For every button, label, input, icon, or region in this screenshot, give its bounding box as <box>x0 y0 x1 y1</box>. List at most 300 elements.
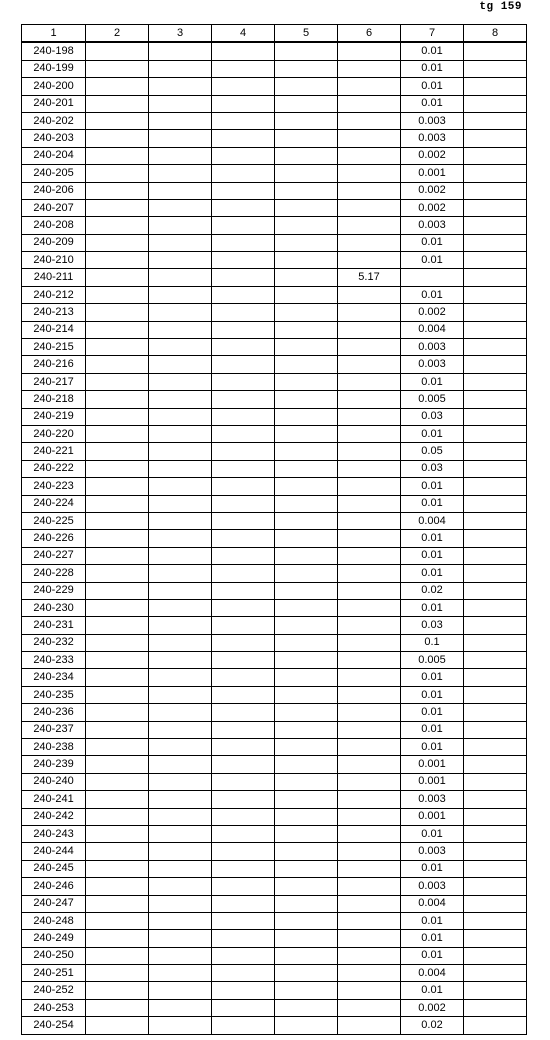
table-cell-col-2 <box>86 460 149 477</box>
table-cell-col-2 <box>86 912 149 929</box>
table-cell-col-3 <box>149 791 212 808</box>
table-cell-col-4 <box>212 947 275 964</box>
table-cell-col-4 <box>212 895 275 912</box>
table-cell-col-3 <box>149 999 212 1016</box>
table-cell-col-6 <box>338 42 401 60</box>
table-cell-col-2 <box>86 286 149 303</box>
table-cell-col-5 <box>275 669 338 686</box>
table-cell-col-2 <box>86 78 149 95</box>
table-cell-col-7: 0.05 <box>401 443 464 460</box>
table-cell-col-3 <box>149 42 212 60</box>
table-cell-col-7: 0.01 <box>401 739 464 756</box>
table-cell-col-8 <box>464 721 527 738</box>
table-cell-col-7: 0.01 <box>401 495 464 512</box>
table-cell-col-8 <box>464 843 527 860</box>
table-row <box>22 217 527 234</box>
table-cell-col-4 <box>212 199 275 216</box>
table-cell-col-7: 0.01 <box>401 252 464 269</box>
table-cell-col-4 <box>212 582 275 599</box>
table-cell-col-3 <box>149 773 212 790</box>
table-cell-col-4 <box>212 965 275 982</box>
table-cell-col-6 <box>338 791 401 808</box>
table-cell-col-1: 240-230 <box>22 599 86 616</box>
table-row <box>22 304 527 321</box>
table-cell-col-4 <box>212 739 275 756</box>
table-cell-col-3 <box>149 147 212 164</box>
table-cell-col-8 <box>464 773 527 790</box>
table-cell-col-8 <box>464 912 527 929</box>
table-cell-col-3 <box>149 460 212 477</box>
table-cell-col-6 <box>338 843 401 860</box>
table-row <box>22 112 527 129</box>
table-cell-col-2 <box>86 512 149 529</box>
table-cell-col-5 <box>275 217 338 234</box>
table-cell-col-4 <box>212 217 275 234</box>
table-cell-col-3 <box>149 652 212 669</box>
table-cell-col-2 <box>86 391 149 408</box>
table-cell-col-6 <box>338 721 401 738</box>
table-cell-col-3 <box>149 582 212 599</box>
table-cell-col-4 <box>212 791 275 808</box>
table-row <box>22 182 527 199</box>
table-cell-col-6 <box>338 530 401 547</box>
table-cell-col-6 <box>338 756 401 773</box>
table-cell-col-8 <box>464 130 527 147</box>
table-cell-col-8 <box>464 704 527 721</box>
table-cell-col-2 <box>86 878 149 895</box>
table-cell-col-4 <box>212 982 275 999</box>
table-cell-col-4 <box>212 234 275 251</box>
table-cell-col-2 <box>86 217 149 234</box>
table-cell-col-5 <box>275 895 338 912</box>
table-cell-col-2 <box>86 60 149 77</box>
column-header-3: 3 <box>149 25 212 43</box>
table-cell-col-3 <box>149 408 212 425</box>
table-cell-col-5 <box>275 147 338 164</box>
table-cell-col-1: 240-204 <box>22 147 86 164</box>
table-row <box>22 286 527 303</box>
table-row <box>22 269 527 286</box>
table-cell-col-5 <box>275 95 338 112</box>
table-cell-col-5 <box>275 982 338 999</box>
table-cell-col-1: 240-243 <box>22 825 86 842</box>
column-header-1: 1 <box>22 25 86 43</box>
table-cell-col-8 <box>464 78 527 95</box>
table-row <box>22 860 527 877</box>
table-cell-col-5 <box>275 373 338 390</box>
table-row <box>22 165 527 182</box>
table-row <box>22 495 527 512</box>
table-cell-col-7: 0.02 <box>401 582 464 599</box>
table-cell-col-5 <box>275 321 338 338</box>
table-cell-col-4 <box>212 373 275 390</box>
table-cell-col-4 <box>212 391 275 408</box>
table-cell-col-1: 240-208 <box>22 217 86 234</box>
table-cell-col-4 <box>212 339 275 356</box>
table-cell-col-7: 0.003 <box>401 112 464 129</box>
table-cell-col-4 <box>212 495 275 512</box>
table-cell-col-2 <box>86 304 149 321</box>
table-cell-col-7: 0.002 <box>401 999 464 1016</box>
table-row <box>22 547 527 564</box>
table-cell-col-4 <box>212 443 275 460</box>
column-header-8: 8 <box>464 25 527 43</box>
table-cell-col-6 <box>338 878 401 895</box>
table-cell-col-1: 240-236 <box>22 704 86 721</box>
table-cell-col-5 <box>275 130 338 147</box>
table-cell-col-7: 0.01 <box>401 565 464 582</box>
header-row <box>22 25 527 43</box>
table-cell-col-4 <box>212 478 275 495</box>
table-row <box>22 739 527 756</box>
table-cell-col-5 <box>275 495 338 512</box>
table-cell-col-7: 0.003 <box>401 217 464 234</box>
table-cell-col-4 <box>212 252 275 269</box>
table-cell-col-4 <box>212 512 275 529</box>
table-row <box>22 252 527 269</box>
table-cell-col-5 <box>275 704 338 721</box>
table-cell-col-2 <box>86 565 149 582</box>
table-cell-col-3 <box>149 339 212 356</box>
table-cell-col-2 <box>86 599 149 616</box>
table-row <box>22 634 527 651</box>
table-cell-col-7 <box>401 269 464 286</box>
table-cell-col-4 <box>212 652 275 669</box>
table-cell-col-2 <box>86 860 149 877</box>
table-cell-col-1: 240-228 <box>22 565 86 582</box>
table-cell-col-8 <box>464 634 527 651</box>
table-cell-col-8 <box>464 530 527 547</box>
table-cell-col-8 <box>464 599 527 616</box>
table-cell-col-3 <box>149 686 212 703</box>
table-cell-col-6 <box>338 147 401 164</box>
table-row <box>22 95 527 112</box>
table-cell-col-4 <box>212 95 275 112</box>
table-cell-col-3 <box>149 321 212 338</box>
table-cell-col-4 <box>212 704 275 721</box>
table-cell-col-1: 240-254 <box>22 1017 86 1034</box>
table-cell-col-6 <box>338 130 401 147</box>
table-cell-col-8 <box>464 252 527 269</box>
table-cell-col-5 <box>275 930 338 947</box>
table-cell-col-7: 0.01 <box>401 95 464 112</box>
table-cell-col-2 <box>86 530 149 547</box>
table-cell-col-2 <box>86 947 149 964</box>
table-cell-col-3 <box>149 356 212 373</box>
table-cell-col-8 <box>464 756 527 773</box>
table-cell-col-7: 0.002 <box>401 304 464 321</box>
table-cell-col-1: 240-221 <box>22 443 86 460</box>
table-cell-col-7: 0.03 <box>401 460 464 477</box>
table-cell-col-4 <box>212 78 275 95</box>
table-cell-col-6 <box>338 825 401 842</box>
table-cell-col-4 <box>212 634 275 651</box>
table-cell-col-6 <box>338 217 401 234</box>
table-cell-col-6 <box>338 982 401 999</box>
table-cell-col-2 <box>86 999 149 1016</box>
table-cell-col-3 <box>149 182 212 199</box>
table-cell-col-3 <box>149 965 212 982</box>
table-cell-col-7: 0.01 <box>401 547 464 564</box>
table-cell-col-7: 0.01 <box>401 599 464 616</box>
table-cell-col-2 <box>86 965 149 982</box>
table-row <box>22 756 527 773</box>
table-cell-col-7: 0.01 <box>401 930 464 947</box>
table-cell-col-8 <box>464 112 527 129</box>
table-cell-col-8 <box>464 582 527 599</box>
table-cell-col-2 <box>86 112 149 129</box>
table-cell-col-6 <box>338 478 401 495</box>
table-row <box>22 930 527 947</box>
table-cell-col-3 <box>149 269 212 286</box>
table-cell-col-5 <box>275 773 338 790</box>
table-cell-col-3 <box>149 982 212 999</box>
table-cell-col-1: 240-214 <box>22 321 86 338</box>
table-cell-col-3 <box>149 495 212 512</box>
table-cell-col-5 <box>275 825 338 842</box>
table-cell-col-6 <box>338 860 401 877</box>
table-cell-col-1: 240-200 <box>22 78 86 95</box>
table-cell-col-3 <box>149 878 212 895</box>
table-cell-col-5 <box>275 78 338 95</box>
table-cell-col-8 <box>464 60 527 77</box>
table-cell-col-7: 0.01 <box>401 982 464 999</box>
table-row <box>22 825 527 842</box>
table-cell-col-5 <box>275 530 338 547</box>
table-cell-col-2 <box>86 95 149 112</box>
table-cell-col-6 <box>338 234 401 251</box>
table-cell-col-4 <box>212 825 275 842</box>
column-header-6: 6 <box>338 25 401 43</box>
table-cell-col-1: 240-207 <box>22 199 86 216</box>
table-cell-col-6 <box>338 356 401 373</box>
table-cell-col-5 <box>275 565 338 582</box>
table-cell-col-6 <box>338 617 401 634</box>
table-cell-col-6 <box>338 912 401 929</box>
table-cell-col-3 <box>149 843 212 860</box>
table-row <box>22 530 527 547</box>
table-cell-col-4 <box>212 60 275 77</box>
table-cell-col-7: 0.003 <box>401 356 464 373</box>
table-cell-col-2 <box>86 130 149 147</box>
table-cell-col-1: 240-212 <box>22 286 86 303</box>
table-cell-col-6 <box>338 443 401 460</box>
table-cell-col-4 <box>212 999 275 1016</box>
table-cell-col-3 <box>149 634 212 651</box>
table-row <box>22 478 527 495</box>
table-cell-col-7: 0.01 <box>401 478 464 495</box>
table-cell-col-7: 0.01 <box>401 530 464 547</box>
table-cell-col-7: 0.01 <box>401 78 464 95</box>
table-cell-col-5 <box>275 999 338 1016</box>
table-cell-col-3 <box>149 947 212 964</box>
table-cell-col-1: 240-234 <box>22 669 86 686</box>
table-cell-col-5 <box>275 408 338 425</box>
table-row <box>22 617 527 634</box>
table-cell-col-1: 240-206 <box>22 182 86 199</box>
table-cell-col-1: 240-217 <box>22 373 86 390</box>
table-cell-col-3 <box>149 895 212 912</box>
table-cell-col-3 <box>149 599 212 616</box>
table-cell-col-4 <box>212 112 275 129</box>
table-cell-col-8 <box>464 478 527 495</box>
table-row <box>22 408 527 425</box>
table-cell-col-7: 0.01 <box>401 669 464 686</box>
table-cell-col-1: 240-237 <box>22 721 86 738</box>
table-cell-col-1: 240-247 <box>22 895 86 912</box>
table-cell-col-1: 240-253 <box>22 999 86 1016</box>
table-cell-col-6 <box>338 669 401 686</box>
table-cell-col-4 <box>212 773 275 790</box>
table-cell-col-1: 240-245 <box>22 860 86 877</box>
table-cell-col-5 <box>275 947 338 964</box>
table-row <box>22 356 527 373</box>
table-cell-col-6 <box>338 1017 401 1034</box>
table-cell-col-3 <box>149 721 212 738</box>
table-cell-col-7: 0.01 <box>401 425 464 442</box>
table-cell-col-1: 240-225 <box>22 512 86 529</box>
table-cell-col-5 <box>275 808 338 825</box>
table-cell-col-1: 240-223 <box>22 478 86 495</box>
table-cell-col-6 <box>338 78 401 95</box>
table-cell-col-6 <box>338 930 401 947</box>
table-row <box>22 425 527 442</box>
table-cell-col-6: 5.17 <box>338 269 401 286</box>
table-cell-col-2 <box>86 582 149 599</box>
table-cell-col-5 <box>275 42 338 60</box>
table-cell-col-8 <box>464 739 527 756</box>
table-cell-col-2 <box>86 791 149 808</box>
table-cell-col-1: 240-239 <box>22 756 86 773</box>
table-cell-col-4 <box>212 304 275 321</box>
table-cell-col-5 <box>275 739 338 756</box>
table-cell-col-5 <box>275 843 338 860</box>
table-cell-col-7: 0.004 <box>401 895 464 912</box>
table-cell-col-1: 240-202 <box>22 112 86 129</box>
table-row <box>22 947 527 964</box>
table-cell-col-1: 240-227 <box>22 547 86 564</box>
table-cell-col-8 <box>464 234 527 251</box>
table-cell-col-3 <box>149 478 212 495</box>
table-cell-col-7: 0.004 <box>401 965 464 982</box>
table-cell-col-2 <box>86 773 149 790</box>
table-cell-col-7: 0.001 <box>401 165 464 182</box>
table-cell-col-6 <box>338 634 401 651</box>
table-cell-col-6 <box>338 565 401 582</box>
table-cell-col-8 <box>464 286 527 303</box>
table-row <box>22 878 527 895</box>
table-cell-col-5 <box>275 60 338 77</box>
table-cell-col-7: 0.001 <box>401 808 464 825</box>
table-row <box>22 895 527 912</box>
table-cell-col-3 <box>149 825 212 842</box>
table-cell-col-1: 240-244 <box>22 843 86 860</box>
column-header-4: 4 <box>212 25 275 43</box>
table-cell-col-7: 0.01 <box>401 234 464 251</box>
table-cell-col-8 <box>464 617 527 634</box>
table-cell-col-3 <box>149 669 212 686</box>
table-cell-col-3 <box>149 425 212 442</box>
table-cell-col-4 <box>212 356 275 373</box>
table-cell-col-7: 0.01 <box>401 825 464 842</box>
table-cell-col-5 <box>275 304 338 321</box>
table-cell-col-8 <box>464 408 527 425</box>
table-row <box>22 234 527 251</box>
table-cell-col-2 <box>86 982 149 999</box>
table-cell-col-8 <box>464 495 527 512</box>
table-cell-col-6 <box>338 947 401 964</box>
table-cell-col-2 <box>86 634 149 651</box>
column-header-2: 2 <box>86 25 149 43</box>
table-cell-col-7: 0.1 <box>401 634 464 651</box>
table-cell-col-8 <box>464 460 527 477</box>
table-row <box>22 791 527 808</box>
table-cell-col-6 <box>338 182 401 199</box>
table-cell-col-6 <box>338 965 401 982</box>
table-cell-col-3 <box>149 130 212 147</box>
table-cell-col-7: 0.01 <box>401 947 464 964</box>
table-row <box>22 42 527 60</box>
table-cell-col-6 <box>338 599 401 616</box>
table-cell-col-1: 240-224 <box>22 495 86 512</box>
table-cell-col-7: 0.005 <box>401 391 464 408</box>
table-cell-col-5 <box>275 912 338 929</box>
table-cell-col-2 <box>86 721 149 738</box>
table-cell-col-6 <box>338 704 401 721</box>
table-cell-col-1: 240-226 <box>22 530 86 547</box>
table-cell-col-4 <box>212 912 275 929</box>
table-cell-col-4 <box>212 843 275 860</box>
table-row <box>22 599 527 616</box>
table-cell-col-3 <box>149 512 212 529</box>
table-cell-col-3 <box>149 756 212 773</box>
table-cell-col-3 <box>149 217 212 234</box>
table-cell-col-6 <box>338 165 401 182</box>
table-cell-col-2 <box>86 182 149 199</box>
table-cell-col-8 <box>464 95 527 112</box>
table-cell-col-4 <box>212 756 275 773</box>
table-cell-col-7: 0.003 <box>401 339 464 356</box>
table-cell-col-1: 240-199 <box>22 60 86 77</box>
table-cell-col-3 <box>149 199 212 216</box>
table-cell-col-7: 0.002 <box>401 147 464 164</box>
table-cell-col-8 <box>464 217 527 234</box>
table-cell-col-4 <box>212 130 275 147</box>
table-cell-col-2 <box>86 425 149 442</box>
table-cell-col-1: 240-211 <box>22 269 86 286</box>
table-cell-col-5 <box>275 199 338 216</box>
table-cell-col-5 <box>275 182 338 199</box>
table-cell-col-8 <box>464 321 527 338</box>
table-cell-col-5 <box>275 391 338 408</box>
table-cell-col-3 <box>149 547 212 564</box>
table-cell-col-3 <box>149 912 212 929</box>
table-cell-col-3 <box>149 112 212 129</box>
table-cell-col-3 <box>149 1017 212 1034</box>
table-cell-col-1: 240-248 <box>22 912 86 929</box>
table-cell-col-3 <box>149 234 212 251</box>
table-cell-col-7: 0.01 <box>401 704 464 721</box>
table-cell-col-5 <box>275 1017 338 1034</box>
table-cell-col-8 <box>464 999 527 1016</box>
table-row <box>22 999 527 1016</box>
table-cell-col-5 <box>275 686 338 703</box>
table-cell-col-4 <box>212 321 275 338</box>
table-row <box>22 565 527 582</box>
table-cell-col-8 <box>464 669 527 686</box>
table-cell-col-6 <box>338 286 401 303</box>
table-cell-col-4 <box>212 721 275 738</box>
